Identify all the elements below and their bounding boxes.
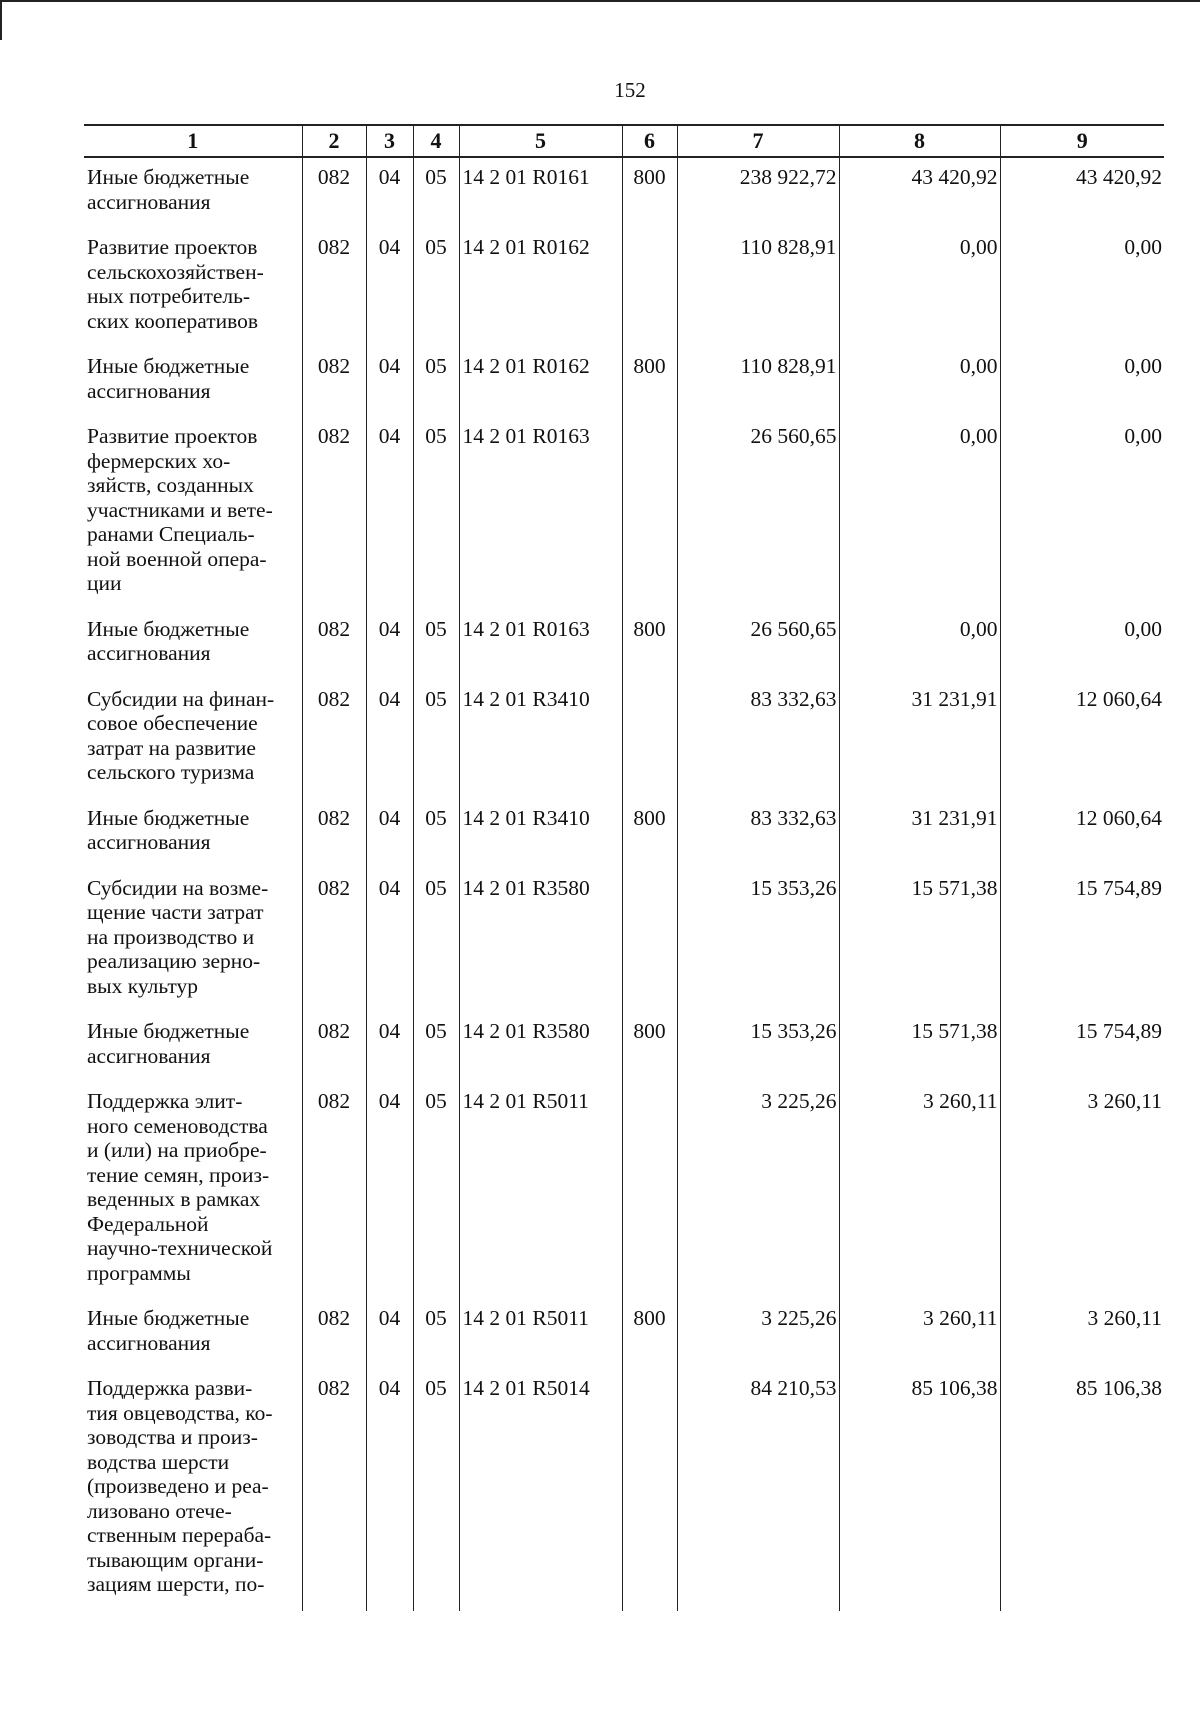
amount-year3-cell: 0,00	[1000, 610, 1164, 680]
table-row	[84, 799, 1164, 869]
amount-year1-cell: 3 225,26	[677, 1082, 839, 1299]
item-name-cell: Иные бюджетные ассигнования	[84, 157, 302, 228]
amount-year1-cell: 83 332,63	[677, 799, 839, 869]
amount-year3-cell: 15 754,89	[1000, 1012, 1164, 1082]
column-header: 3	[366, 125, 413, 157]
amount-year3-cell: 12 060,64	[1000, 680, 1164, 799]
ministry-code-cell: 082	[302, 1369, 366, 1611]
section-code-cell: 04	[366, 799, 413, 869]
section-code-cell: 04	[366, 417, 413, 610]
amount-year2-cell: 31 231,91	[839, 680, 1000, 799]
expense-type-cell: 800	[622, 1299, 677, 1369]
table-row	[84, 680, 1164, 799]
ministry-code-cell: 082	[302, 1012, 366, 1082]
ministry-code-cell: 082	[302, 680, 366, 799]
expense-type-cell: 800	[622, 610, 677, 680]
expense-type-cell	[622, 1369, 677, 1611]
amount-year3-cell: 0,00	[1000, 417, 1164, 610]
ministry-code-cell: 082	[302, 228, 366, 347]
section-code-cell: 04	[366, 610, 413, 680]
ministry-code-cell: 082	[302, 1299, 366, 1369]
section-code-cell: 04	[366, 1082, 413, 1299]
column-header: 2	[302, 125, 366, 157]
column-header: 6	[622, 125, 677, 157]
column-header: 7	[677, 125, 839, 157]
amount-year3-cell: 85 106,38	[1000, 1369, 1164, 1611]
column-header: 9	[1000, 125, 1164, 157]
table-row	[84, 1012, 1164, 1082]
expense-type-cell: 800	[622, 347, 677, 417]
subsection-code-cell: 05	[413, 347, 459, 417]
column-header: 5	[459, 125, 622, 157]
section-code-cell: 04	[366, 680, 413, 799]
target-article-cell: 14 2 01 R5011	[459, 1082, 622, 1299]
target-article-cell: 14 2 01 R5014	[459, 1369, 622, 1611]
expense-type-cell	[622, 680, 677, 799]
ministry-code-cell: 082	[302, 157, 366, 228]
subsection-code-cell: 05	[413, 228, 459, 347]
expense-type-cell	[622, 869, 677, 1013]
amount-year1-cell: 238 922,72	[677, 157, 839, 228]
amount-year2-cell: 0,00	[839, 417, 1000, 610]
table-row	[84, 417, 1164, 610]
amount-year2-cell: 43 420,92	[839, 157, 1000, 228]
amount-year1-cell: 83 332,63	[677, 680, 839, 799]
amount-year2-cell: 15 571,38	[839, 1012, 1000, 1082]
expense-type-cell: 800	[622, 157, 677, 228]
target-article-cell: 14 2 01 R0162	[459, 228, 622, 347]
target-article-cell: 14 2 01 R0161	[459, 157, 622, 228]
table-row	[84, 228, 1164, 347]
expense-type-cell: 800	[622, 799, 677, 869]
amount-year1-cell: 26 560,65	[677, 417, 839, 610]
target-article-cell: 14 2 01 R0162	[459, 347, 622, 417]
ministry-code-cell: 082	[302, 347, 366, 417]
section-code-cell: 04	[366, 228, 413, 347]
expense-type-cell	[622, 228, 677, 347]
amount-year3-cell: 43 420,92	[1000, 157, 1164, 228]
column-header: 1	[84, 125, 302, 157]
item-name-cell: Иные бюджетные ассигнования	[84, 799, 302, 869]
subsection-code-cell: 05	[413, 1299, 459, 1369]
table-row	[84, 1082, 1164, 1299]
section-code-cell: 04	[366, 347, 413, 417]
ministry-code-cell: 082	[302, 417, 366, 610]
amount-year3-cell: 0,00	[1000, 347, 1164, 417]
target-article-cell: 14 2 01 R0163	[459, 417, 622, 610]
ministry-code-cell: 082	[302, 869, 366, 1013]
ministry-code-cell: 082	[302, 799, 366, 869]
expense-type-cell: 800	[622, 1012, 677, 1082]
top-border-rule	[0, 0, 1200, 2]
amount-year2-cell: 3 260,11	[839, 1299, 1000, 1369]
item-name-cell: Иные бюджетные ассигнования	[84, 1012, 302, 1082]
section-code-cell: 04	[366, 157, 413, 228]
subsection-code-cell: 05	[413, 680, 459, 799]
amount-year1-cell: 84 210,53	[677, 1369, 839, 1611]
table-row	[84, 157, 1164, 228]
subsection-code-cell: 05	[413, 610, 459, 680]
amount-year2-cell: 0,00	[839, 228, 1000, 347]
table-row	[84, 869, 1164, 1013]
subsection-code-cell: 05	[413, 1012, 459, 1082]
target-article-cell: 14 2 01 R5011	[459, 1299, 622, 1369]
table-row	[84, 1299, 1164, 1369]
item-name-cell: Развитие проектов сельскохозяйствен- ных потребитель- ских кооперативов	[84, 228, 302, 347]
subsection-code-cell: 05	[413, 157, 459, 228]
item-name-cell: Субсидии на возме- щение части затрат на производство и реализацию зерно- вых культур	[84, 869, 302, 1013]
item-name-cell: Поддержка элит- ного семеноводства и (или) на приобре- тение семян, произ- веденных в рамках Федеральной научно-технической программы	[84, 1082, 302, 1299]
amount-year2-cell: 0,00	[839, 347, 1000, 417]
subsection-code-cell: 05	[413, 1369, 459, 1611]
subsection-code-cell: 05	[413, 869, 459, 1013]
table-row	[84, 1369, 1164, 1611]
expense-type-cell	[622, 417, 677, 610]
amount-year2-cell: 15 571,38	[839, 869, 1000, 1013]
section-code-cell: 04	[366, 1012, 413, 1082]
column-header: 4	[413, 125, 459, 157]
amount-year1-cell: 15 353,26	[677, 869, 839, 1013]
table-row	[84, 347, 1164, 417]
item-name-cell: Иные бюджетные ассигнования	[84, 347, 302, 417]
item-name-cell: Субсидии на финан- совое обеспечение затрат на развитие сельского туризма	[84, 680, 302, 799]
amount-year1-cell: 15 353,26	[677, 1012, 839, 1082]
section-code-cell: 04	[366, 1299, 413, 1369]
item-name-cell: Поддержка разви- тия овцеводства, ко- зоводства и произ- водства шерсти (произведено и реа- лизовано отече- ственным перераба- тывающим органи- зациям шерсти, по-	[84, 1369, 302, 1611]
item-name-cell: Иные бюджетные ассигнования	[84, 610, 302, 680]
ministry-code-cell: 082	[302, 1082, 366, 1299]
item-name-cell: Развитие проектов фермерских хо- зяйств, созданных участниками и вете- ранами Специаль- ной военной опера- ции	[84, 417, 302, 610]
amount-year3-cell: 3 260,11	[1000, 1082, 1164, 1299]
subsection-code-cell: 05	[413, 799, 459, 869]
ministry-code-cell: 082	[302, 610, 366, 680]
expense-type-cell	[622, 1082, 677, 1299]
amount-year2-cell: 0,00	[839, 610, 1000, 680]
page-number: 152	[614, 78, 646, 102]
amount-year3-cell: 0,00	[1000, 228, 1164, 347]
amount-year1-cell: 110 828,91	[677, 347, 839, 417]
table-row	[84, 610, 1164, 680]
target-article-cell: 14 2 01 R3580	[459, 1012, 622, 1082]
amount-year1-cell: 26 560,65	[677, 610, 839, 680]
amount-year2-cell: 85 106,38	[839, 1369, 1000, 1611]
amount-year3-cell: 12 060,64	[1000, 799, 1164, 869]
amount-year1-cell: 3 225,26	[677, 1299, 839, 1369]
left-border-rule	[0, 0, 2, 40]
amount-year3-cell: 15 754,89	[1000, 869, 1164, 1013]
amount-year2-cell: 3 260,11	[839, 1082, 1000, 1299]
item-name-cell: Иные бюджетные ассигнования	[84, 1299, 302, 1369]
column-header: 8	[839, 125, 1000, 157]
target-article-cell: 14 2 01 R0163	[459, 610, 622, 680]
subsection-code-cell: 05	[413, 417, 459, 610]
subsection-code-cell: 05	[413, 1082, 459, 1299]
amount-year3-cell: 3 260,11	[1000, 1299, 1164, 1369]
target-article-cell: 14 2 01 R3410	[459, 680, 622, 799]
target-article-cell: 14 2 01 R3410	[459, 799, 622, 869]
section-code-cell: 04	[366, 869, 413, 1013]
target-article-cell: 14 2 01 R3580	[459, 869, 622, 1013]
table-header-row	[84, 125, 1164, 157]
amount-year1-cell: 110 828,91	[677, 228, 839, 347]
section-code-cell: 04	[366, 1369, 413, 1611]
budget-table	[84, 124, 1164, 1611]
amount-year2-cell: 31 231,91	[839, 799, 1000, 869]
